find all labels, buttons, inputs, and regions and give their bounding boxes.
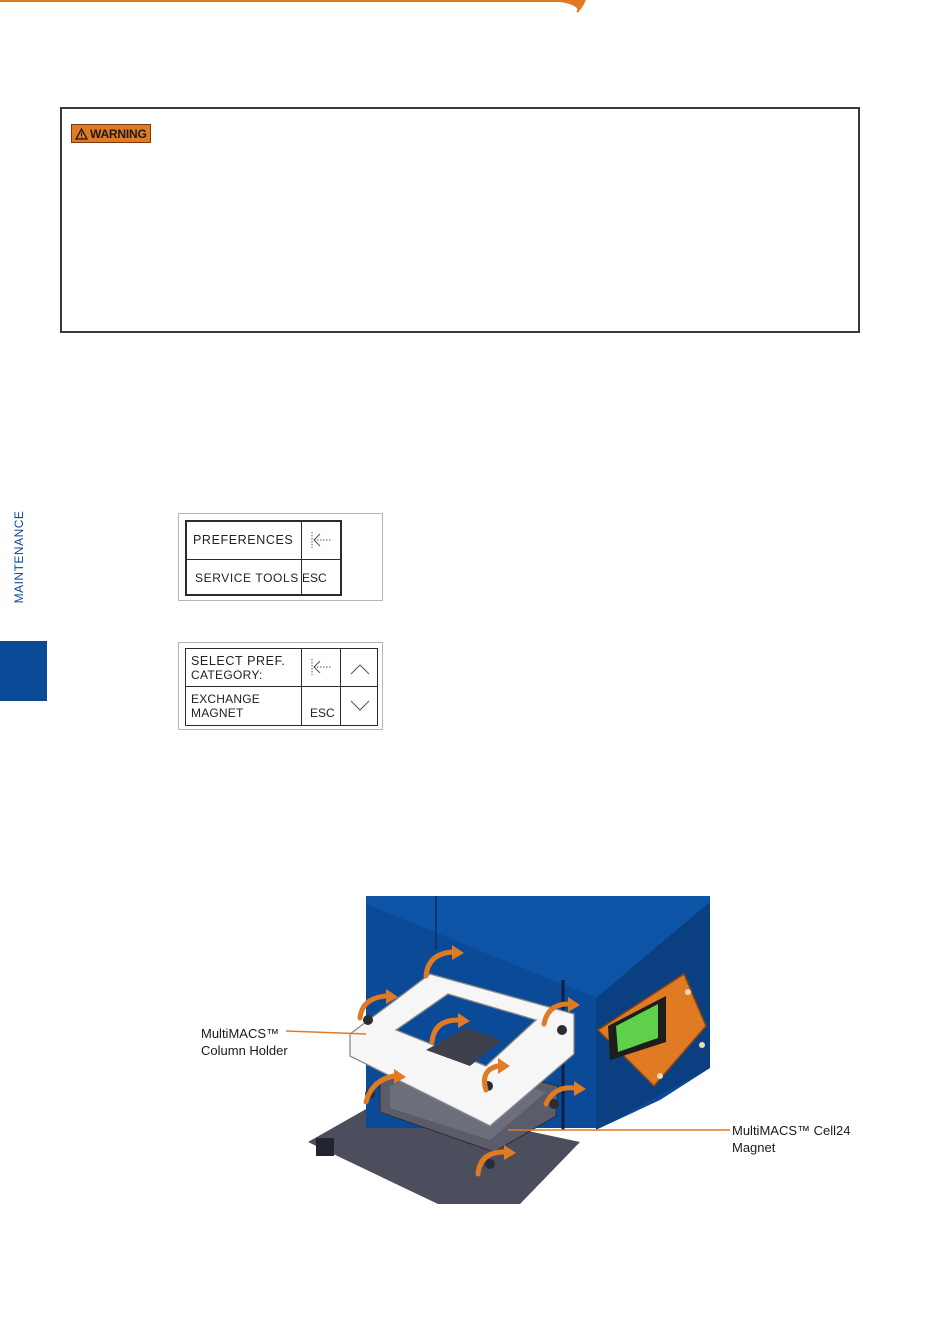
callout-column-holder-line2: Column Holder bbox=[201, 1043, 288, 1058]
warning-triangle-icon bbox=[75, 128, 88, 140]
magnet-label: MAGNET bbox=[191, 706, 244, 720]
preferences-label: PREFERENCES bbox=[193, 533, 294, 547]
enter-key bbox=[301, 648, 341, 687]
callout-cell24-magnet bbox=[732, 1122, 850, 1156]
category-label: CATEGORY: bbox=[191, 668, 263, 682]
esc-label: ESC bbox=[302, 571, 327, 585]
enter-arrow-icon bbox=[310, 658, 334, 676]
panel-screw bbox=[699, 1042, 705, 1048]
service-tools-label: SERVICE TOOLS bbox=[195, 571, 299, 585]
exchange-label: EXCHANGE bbox=[191, 692, 260, 706]
callout-cell24-magnet-line1: MultiMACS™ Cell24 bbox=[732, 1123, 851, 1138]
esc-key bbox=[301, 559, 342, 596]
up-key bbox=[340, 648, 378, 687]
esc-label: ESC bbox=[310, 706, 335, 720]
panel-screw bbox=[685, 989, 691, 995]
lcd-cell bbox=[185, 686, 302, 726]
header-rule bbox=[0, 0, 950, 20]
callout-column-holder-line1: MultiMACS™ bbox=[201, 1026, 280, 1041]
chevron-down-icon bbox=[350, 700, 370, 712]
lcd-screen-select-category bbox=[178, 642, 383, 730]
enter-arrow-icon bbox=[310, 531, 334, 549]
tray-foot bbox=[316, 1138, 334, 1156]
callout-cell24-magnet-line2: Magnet bbox=[732, 1140, 776, 1155]
panel-screw bbox=[657, 1073, 663, 1079]
device-illustration bbox=[190, 890, 870, 1210]
lcd-screen-preferences bbox=[178, 513, 383, 601]
down-key bbox=[340, 686, 378, 726]
select-pref-label: SELECT PREF. bbox=[191, 654, 286, 668]
lcd-cell bbox=[185, 559, 302, 596]
chevron-up-icon bbox=[350, 663, 370, 675]
side-tab-label: MAINTENANCE bbox=[12, 510, 26, 604]
esc-key bbox=[301, 686, 341, 726]
warning-badge-label: WARNING bbox=[90, 126, 147, 141]
lcd-cell bbox=[185, 520, 302, 560]
warning-box bbox=[60, 107, 860, 333]
enter-key bbox=[301, 520, 342, 560]
lcd-cell bbox=[185, 648, 302, 687]
side-tab-block bbox=[0, 641, 47, 701]
callout-column-holder bbox=[201, 1025, 288, 1059]
warning-badge bbox=[71, 124, 151, 143]
